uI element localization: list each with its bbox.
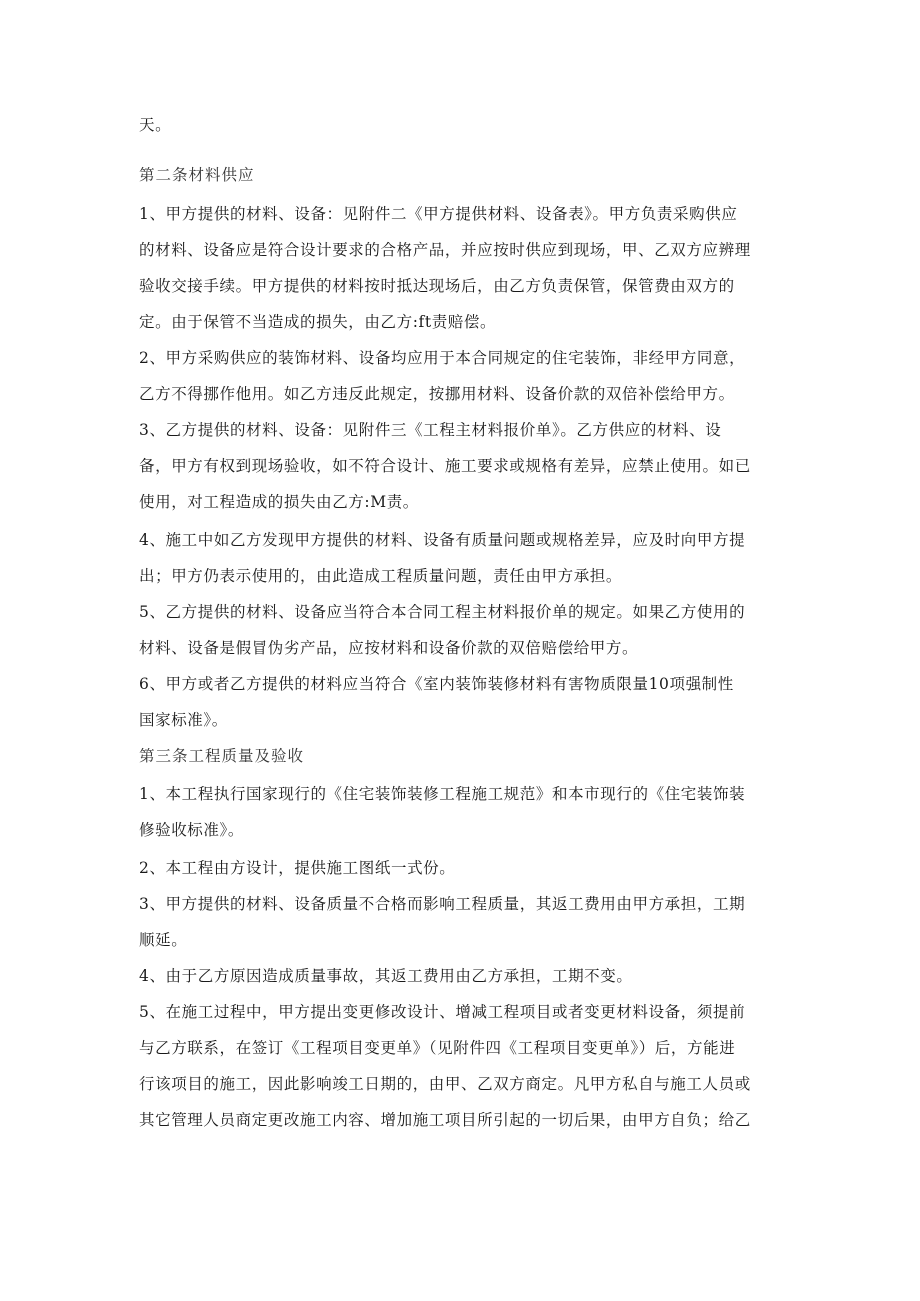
text-line: 5、在施工过程中，甲方提出变更修改设计、增减工程项目或者变更材料设备，须提前 xyxy=(139,1003,746,1021)
section-heading: 第三条工程质量及验收 xyxy=(139,747,305,765)
text-line: 材料、设备是假冒伪劣产品，应按材料和设备价款的双倍赔偿给甲方。 xyxy=(139,639,639,657)
text-line: 乙方不得挪作他用。如乙方违反此规定，按挪用材料、设备价款的双倍补偿给甲方。 xyxy=(139,385,735,403)
text-line: 天。 xyxy=(139,116,172,134)
text-line: 使用，对工程造成的损失由乙方:M责。 xyxy=(139,493,419,511)
text-line: 1、本工程执行国家现行的《住宅装饰装修工程施工规范》和本市现行的《住宅装饰装 xyxy=(139,785,746,803)
text-line: 国家标准》。 xyxy=(139,711,228,729)
text-line: 出；甲方仍表示使用的，由此造成工程质量问题，责任由甲方承担。 xyxy=(139,567,623,585)
section-heading: 第二条材料供应 xyxy=(139,166,255,184)
text-line: 2、甲方采购供应的装饰材料、设备均应用于本合同规定的住宅装饰，非经甲方同意， xyxy=(139,349,746,367)
text-line: 的材料、设备应是符合设计要求的合格产品，并应按时供应到现场，甲、乙双方应辨理 xyxy=(139,241,751,259)
text-line: 5、乙方提供的材料、设备应当符合本合同工程主材料报价单的规定。如果乙方使用的 xyxy=(139,603,746,621)
text-line: 3、甲方提供的材料、设备质量不合格而影响工程质量，其返工费用由甲方承担，工期 xyxy=(139,895,746,913)
text-line: 行该项目的施工，因此影响竣工日期的，由甲、乙双方商定。凡甲方私自与施工人员或 xyxy=(139,1075,751,1093)
text-line: 4、施工中如乙方发现甲方提供的材料、设备有质量问题或规格差异，应及时向甲方提 xyxy=(139,531,746,549)
text-line: 顺延。 xyxy=(139,931,188,949)
text-line: 其它管理人员商定更改施工内容、增加施工项目所引起的一切后果，由甲方自负；给乙 xyxy=(139,1111,751,1129)
text-line: 修验收标准》。 xyxy=(139,821,244,839)
text-line: 6、甲方或者乙方提供的材料应当符合《室内装饰装修材料有害物质限量10项强制性 xyxy=(139,675,734,693)
text-line: 3、乙方提供的材料、设备：见附件三《工程主材料报价单》。乙方供应的材料、设 xyxy=(139,421,722,439)
text-line: 1、甲方提供的材料、设备：见附件二《甲方提供材料、设备表》。甲方负责采购供应 xyxy=(139,205,738,223)
text-line: 验收交接手续。甲方提供的材料按时抵达现场后，由乙方负责保管，保管费由双方的 xyxy=(139,277,735,295)
text-line: 2、本工程由方设计，提供施工图纸一式份。 xyxy=(139,859,456,877)
text-line: 与乙方联系，在签订《工程项目变更单》（见附件四《工程项目变更单》）后，方能进 xyxy=(139,1039,736,1057)
text-line: 备，甲方有权到现场验收，如不符合设计、施工要求或规格有差异，应禁止使用。如已 xyxy=(139,457,751,475)
text-line: 定。由于保管不当造成的损失，由乙方:ft责赔偿。 xyxy=(139,313,497,331)
text-line: 4、由于乙方原因造成质量事故，其返工费用由乙方承担，工期不变。 xyxy=(139,967,633,985)
